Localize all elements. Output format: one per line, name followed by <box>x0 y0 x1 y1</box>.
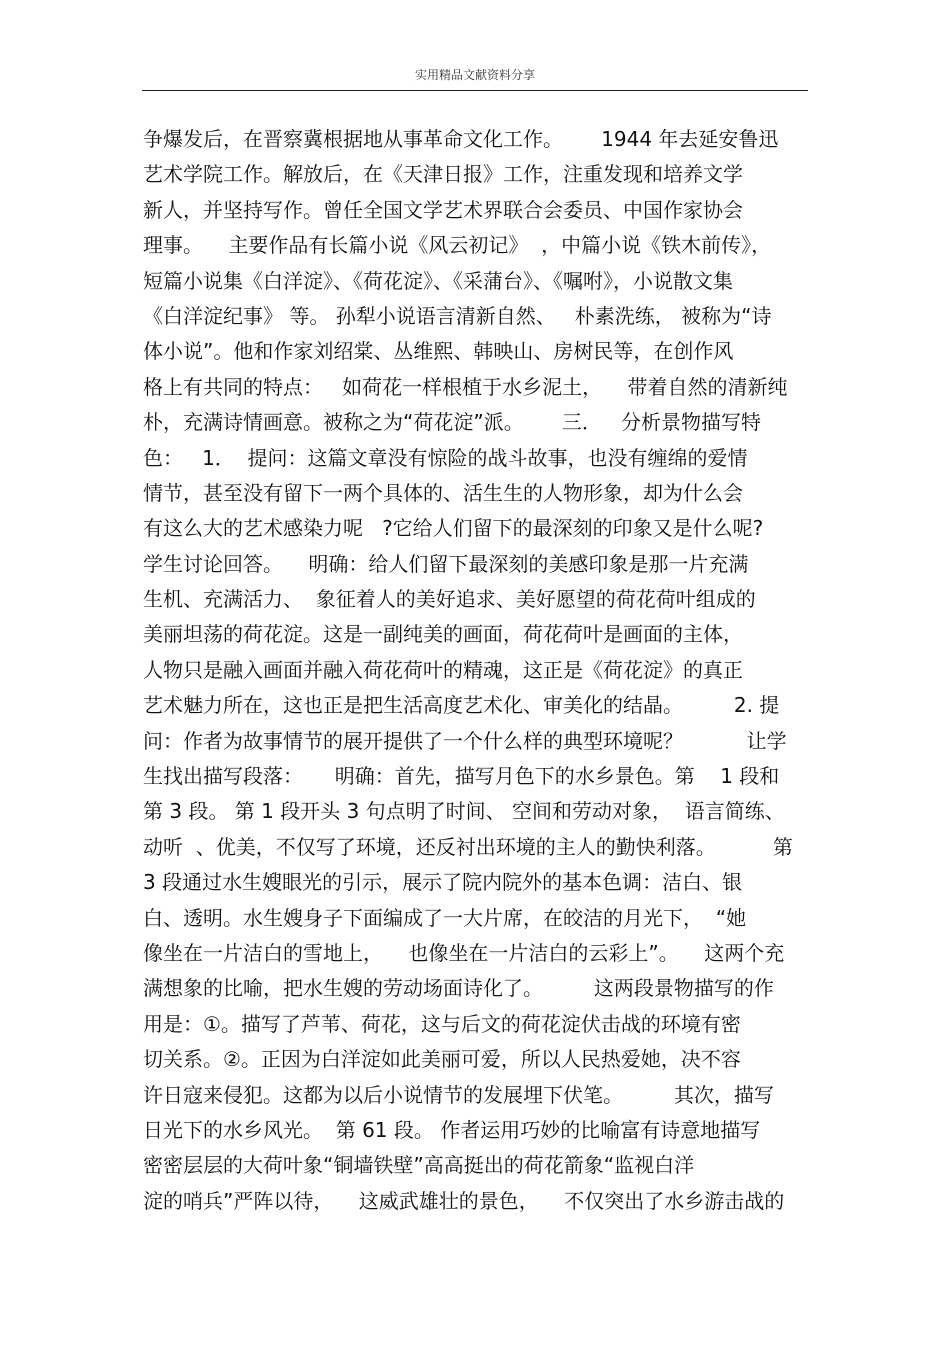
text-line: 切关系。②。正因为白洋淀如此美丽可爱，所以人民热爱她，决不容 <box>143 1047 741 1072</box>
text-line: 理事。 主要作品有长篇小说《风云初记》 ，中篇小说《铁木前传》， <box>143 233 772 258</box>
text-line: 用是：①。描写了芦苇、荷花，这与后文的荷花淀伏击战的环境有密 <box>143 1011 741 1036</box>
page-header: 实用精品文献资料分享 <box>414 68 535 82</box>
text-line: 问：作者为故事情节的展开提供了一个什么样的典型环境呢？ 让学 <box>143 728 787 753</box>
text-line: 日光下的水乡风光。 第 61 段。 作者运用巧妙的比喻富有诗意地描写 <box>143 1117 761 1142</box>
text-line: 有这么大的艺术感染力呢 ?它给人们留下的最深刻的印象又是什么呢? <box>143 516 764 541</box>
text-line: 争爆发后，在晋察冀根据地从事革命文化工作。 1944 年去延安鲁迅 <box>143 127 779 151</box>
text-line: 艺术魅力所在，这也正是把生活高度艺术化、审美化的结晶。 2. 提 <box>143 693 780 718</box>
text-line: 白、透明。水生嫂身子下面编成了一大片席，在皎洁的月光下， “她 <box>143 905 747 930</box>
text-line: 艺术学院工作。解放后，在《天津日报》工作，注重发现和培养文学 <box>143 162 743 187</box>
text-line: 学生讨论回答。 明确：给人们留下最深刻的美感印象是那一片充满 <box>143 551 749 576</box>
text-line: 许日寇来侵犯。这都为以后小说情节的发展埋下伏笔。 其次，描写 <box>143 1082 774 1107</box>
text-line: 体小说”。他和作家刘绍棠、丛维熙、韩映山、房树民等，在创作风 <box>143 339 734 364</box>
text-line: 生找出描写段落： 明确：首先，描写月色下的水乡景色。第 1 段和 <box>143 764 780 789</box>
header-divider <box>142 90 808 91</box>
text-line: 新人，并坚持写作。曾任全国文学艺术界联合会委员、中国作家协会 <box>143 197 743 222</box>
text-line: 短篇小说集《白洋淀》、《荷花淀》、《采蒲台》、《嘱咐》，小说散文集 <box>143 268 733 293</box>
body-text <box>143 122 823 1219</box>
text-line: 第 3 段。 第 1 段开头 3 句点明了时间、 空间和劳动对象， 语言简练、 <box>143 799 785 824</box>
text-line: 色： 1． 提问：这篇文章没有惊险的战斗故事，也没有缠绵的爱情 <box>143 445 748 470</box>
text-line: 美丽坦荡的荷花淀。这是一副纯美的画面，荷花荷叶是画面的主体， <box>143 622 743 647</box>
text-line: 密密层层的大荷叶象“铜墙铁壁”高高挺出的荷花箭象“监视白洋 <box>143 1153 695 1178</box>
text-line: 《白洋淀纪事》 等。 孙犁小说语言清新自然、 朴素洗练， 被称为“诗 <box>143 303 772 328</box>
text-line: 3 段通过水生嫂眼光的引示，展示了院内院外的基本色调：洁白、银 <box>143 870 743 895</box>
text-line: 人物只是融入画面并融入荷花荷叶的精魂，这正是《荷花淀》的真正 <box>143 657 743 682</box>
text-line: 生机、充满活力、 象征着人的美好追求、美好愿望的荷花荷叶组成的 <box>143 587 756 612</box>
text-line: 格上有共同的特点： 如荷花一样根植于水乡泥土， 带着自然的清新纯 <box>143 374 788 399</box>
text-line: 淀的哨兵”严阵以待， 这威武雄壮的景色， 不仅突出了水乡游击战的 <box>143 1188 785 1213</box>
text-line: 动听 、优美，不仅写了环境，还反衬出环境的主人的勤快利落。 第 <box>143 834 793 859</box>
text-line: 像坐在一片洁白的雪地上， 也像坐在一片洁白的云彩上”。 这两个充 <box>143 940 785 965</box>
text-line: 情节，甚至没有留下一两个具体的、活生生的人物形象，却为什么会 <box>143 480 743 505</box>
text-line: 满想象的比喻，把水生嫂的劳动场面诗化了。 这两段景物描写的作 <box>143 976 774 1001</box>
text-line: 朴，充满诗情画意。被称之为“荷花淀”派。 三． 分析景物描写特 <box>143 410 761 435</box>
